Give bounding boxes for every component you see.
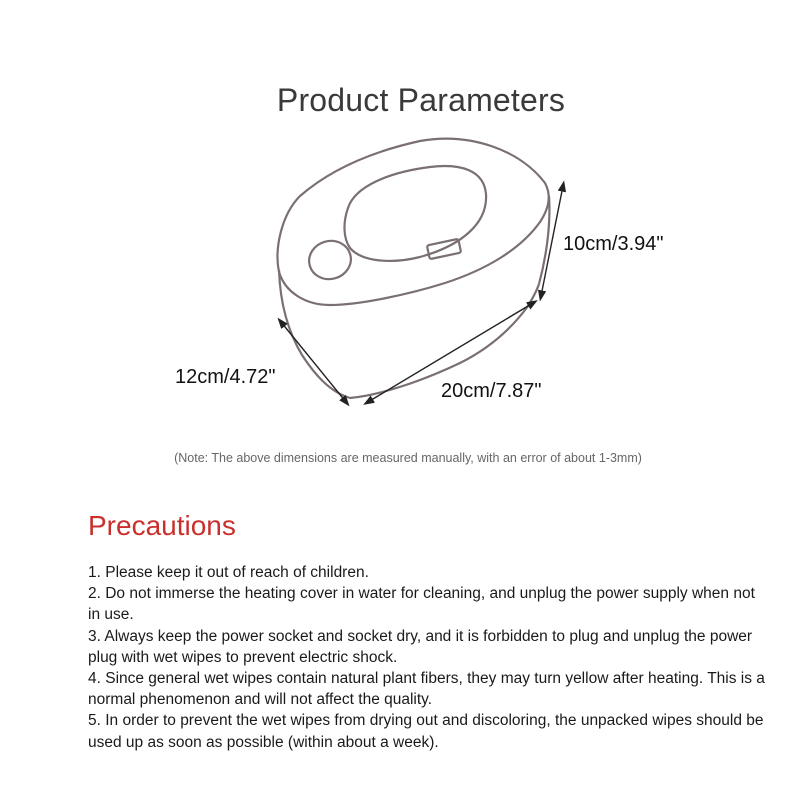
precaution-item: 2. Do not immerse the heating cover in water for cleaning, and unplug the power supply when not in use. bbox=[88, 585, 755, 624]
measurement-note: (Note: The above dimensions are measured manually, with an error of about 1-3mm) bbox=[174, 451, 642, 465]
precaution-item: 3. Always keep the power socket and socket dry, and it is forbidden to plug and unplug the power plug with wet wipes to prevent electric shock. bbox=[88, 627, 753, 666]
precaution-item: 4. Since general wet wipes contain natural plant fibers, they may turn yellow after heating. This is a normal phenomenon and will not affect the quality. bbox=[88, 670, 765, 709]
precautions-heading: Precautions bbox=[88, 510, 236, 541]
depth-dimension-label: 12cm/4.72" bbox=[175, 366, 276, 388]
height-dimension-arrow bbox=[541, 186, 563, 296]
precaution-item: 5. In order to prevent the wet wipes from drying out and discoloring, the unpacked wipes should be used up as soon as possible (within about a week). bbox=[88, 712, 764, 751]
wipes-box-outline-icon bbox=[278, 139, 550, 398]
width-dimension-label: 20cm/7.87" bbox=[441, 380, 542, 402]
precaution-item: 1. Please keep it out of reach of children. bbox=[88, 564, 369, 581]
precautions-list bbox=[88, 562, 768, 753]
depth-dimension-arrow bbox=[281, 322, 346, 402]
page-title: Product Parameters bbox=[276, 82, 566, 118]
height-dimension-label: 10cm/3.94" bbox=[563, 233, 664, 255]
